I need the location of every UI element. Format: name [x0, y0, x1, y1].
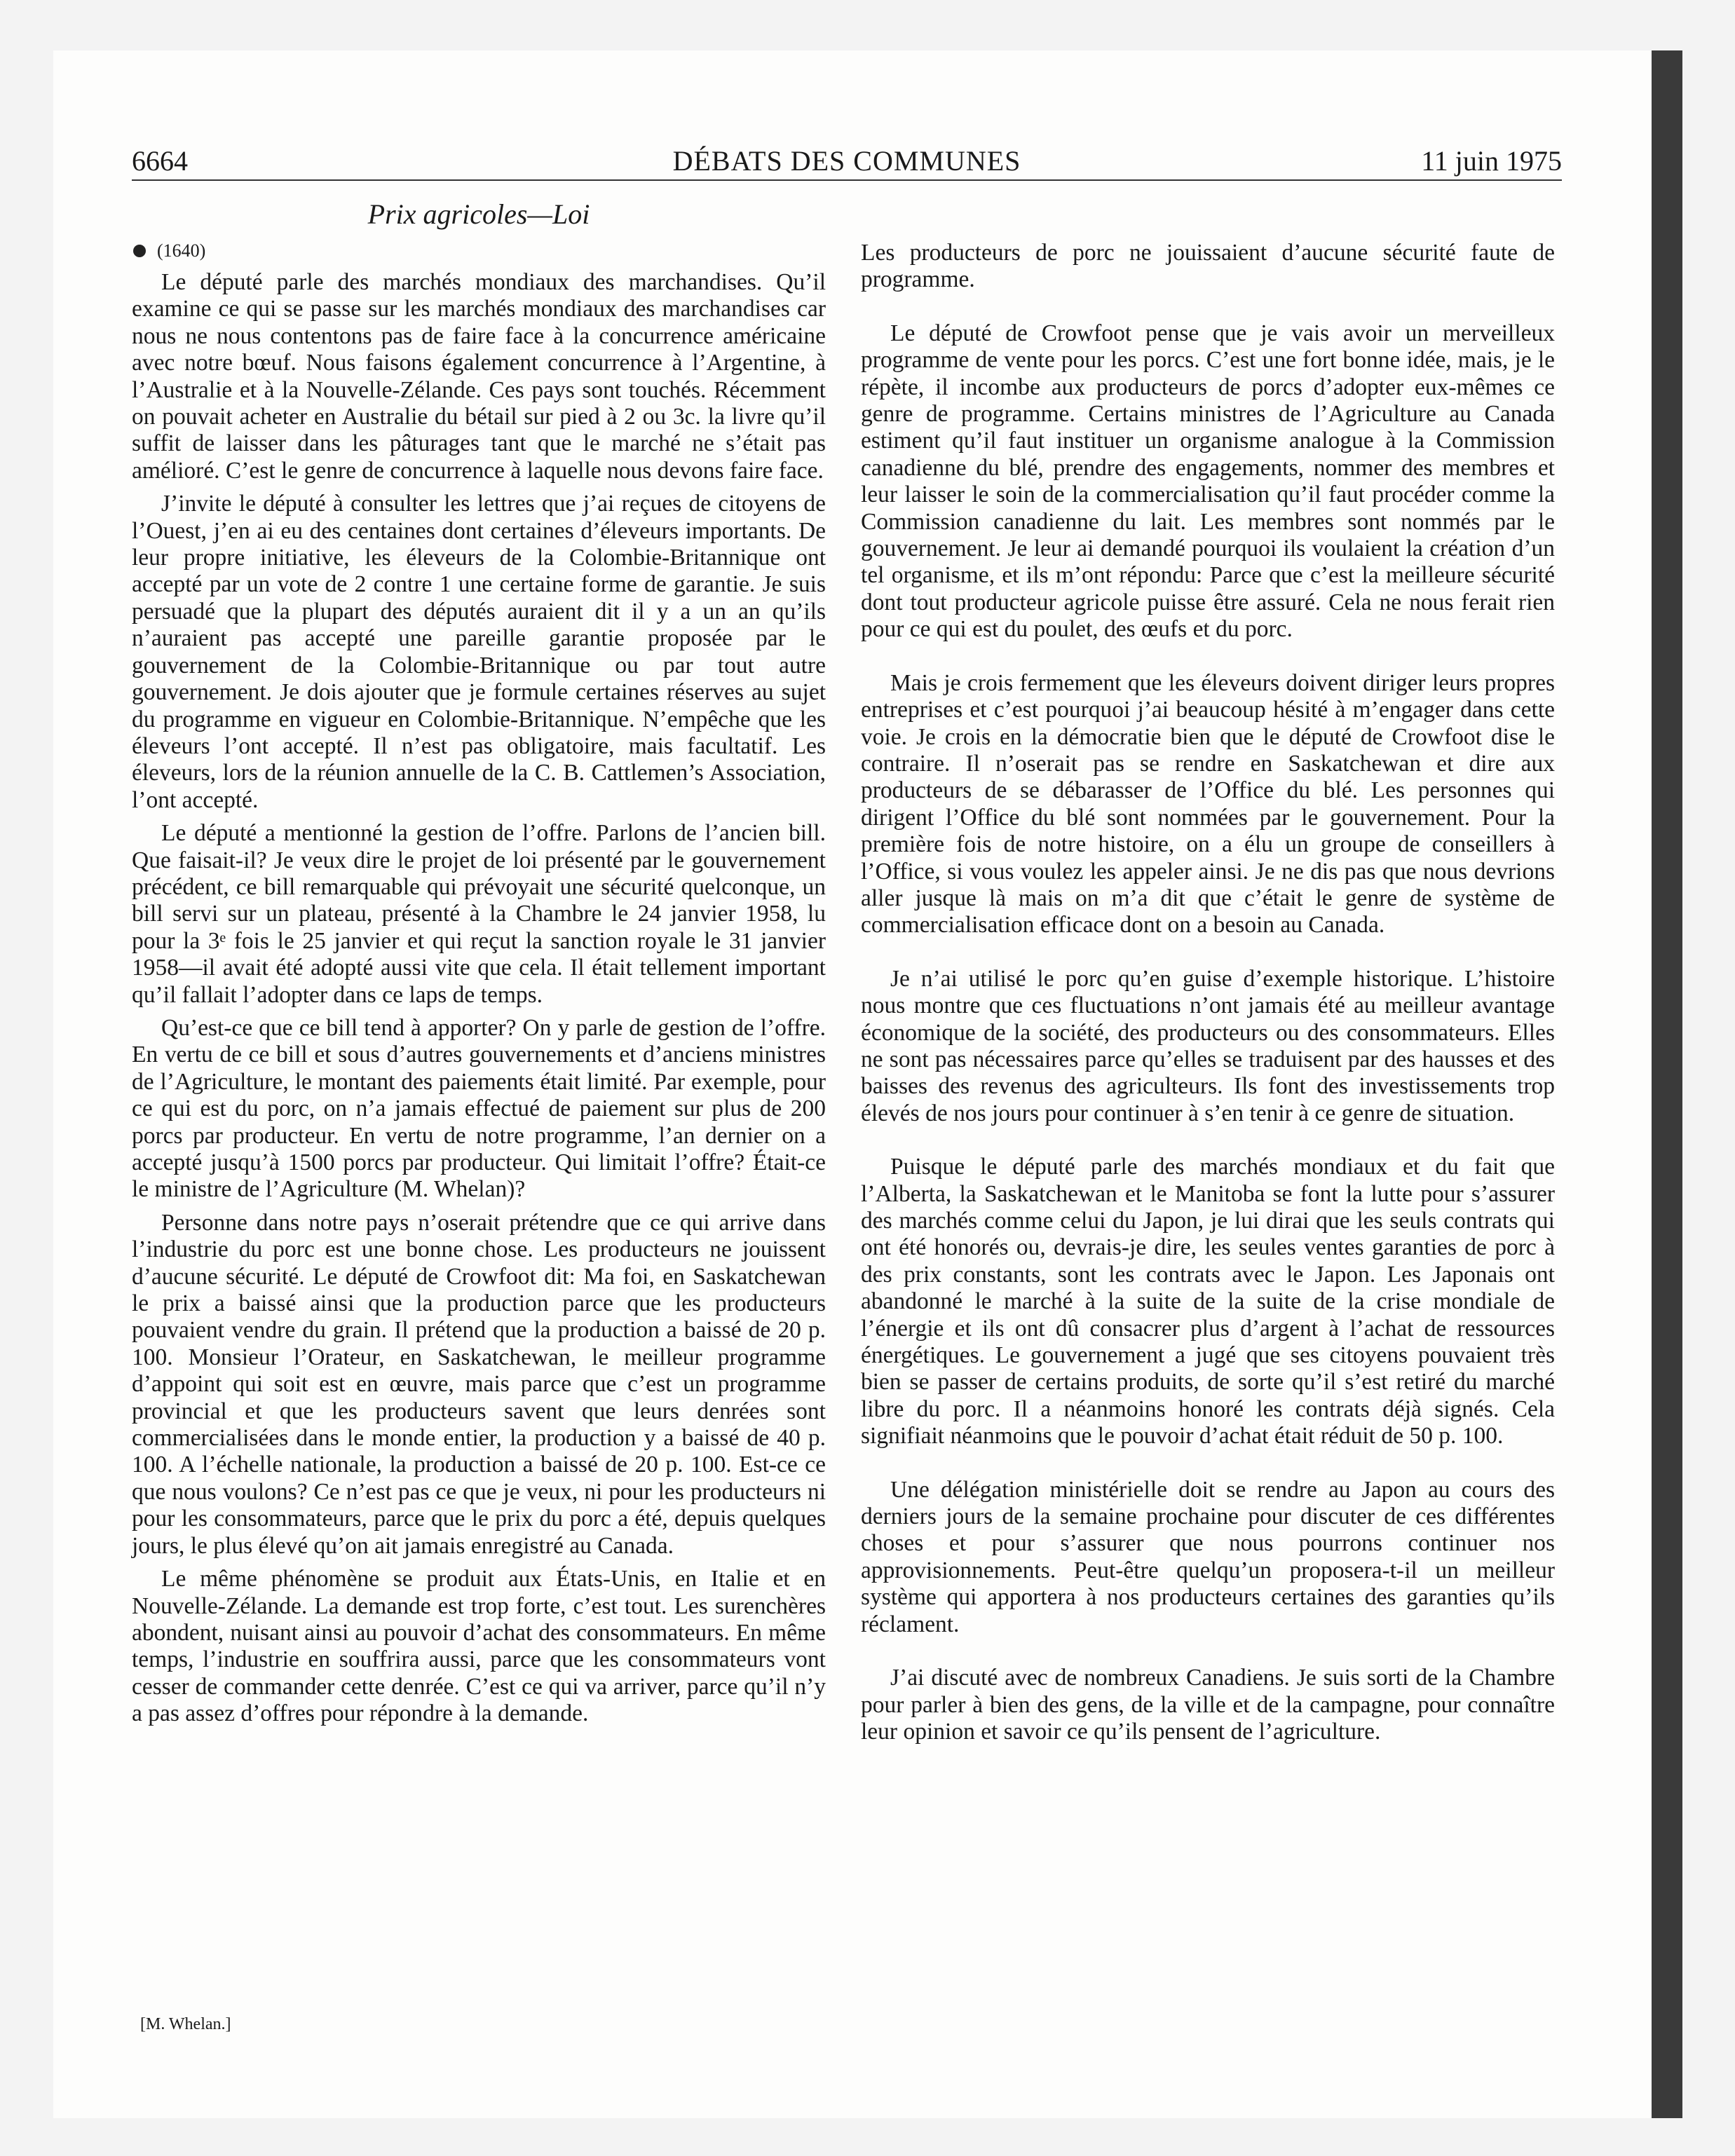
paragraph: Le député a mentionné la gestion de l’offre. Parlons de l’ancien bill. Que faisait-il? Je veux dire le projet de loi présenté par le gouvernement précédent, ce bill remarquable qui prévoyait une sécurité quelconque, un bill servi sur un plateau, présenté à la Chambre le 24 janvier 1958, lu pour la 3ᵉ fois le 25 janvier et qui reçut la sanction royale le 31 janvier 1958—il avait été adopté aussi vite que cela. Il était tellement important qu’il fallait l’adopter dans ce laps de temps.	[132, 820, 826, 1008]
paragraph: Je n’ai utilisé le porc qu’en guise d’exemple historique. L’histoire nous montre que ces fluctuations n’ont jamais été au meilleur avantage économique de la société, des producteurs ou des consommateurs. Elles ne sont pas nécessaires parce qu’elles se traduisent par des hausses et des baisses des revenus des agriculteurs. Ils font des investissements trop élevés de nos jours pour continuer à s’en tenir à ce genre de situation.	[861, 965, 1555, 1126]
paragraph: J’invite le député à consulter les lettres que j’ai reçues de citoyens de l’Ouest, j’en ai eu des centaines dont certaines d’éleveurs importants. De leur propre initiative, les éleveurs de la Colombie-Britannique ont accepté par un vote de 2 contre 1 une certaine forme de garantie. Je suis persuadé que la plupart des députés auraient dit il y a un an qu’ils n’auraient pas accepté une pareille garantie proposée par le gouvernement de la Colombie-Britannique ou par tout autre gouvernement. Je dois ajouter que je formule certaines réserves au sujet du programme en vigueur en Colombie-Britannique. N’empêche que les éleveurs l’ont accepté. Il n’est pas obligatoire, mais facultatif. Les éleveurs, lors de la réunion annuelle de la C. B. Cattlemen’s Association, l’ont accepté.	[132, 491, 826, 813]
paragraph: J’ai discuté avec de nombreux Canadiens. Je suis sorti de la Chambre pour parler à bien des gens, de la ville et de la campagne, pour connaître leur opinion et savoir ce qu’ils pensent de l’agriculture.	[861, 1665, 1555, 1745]
publication-title: DÉBATS DES COMMUNES	[672, 145, 1021, 177]
right-column	[861, 240, 1555, 1745]
paragraph: Puisque le député parle des marchés mondiaux et du fait que l’Alberta, la Saskatchewan et le Manitoba se font la lutte pour s’assurer des marchés comme celui du Japon, je lui dirai que les seuls contrats qui ont été honorés ou, devrais-je dire, les seules ventes garanties de porc à des prix constants, sont les contrats avec le Japon. Les Japonais ont abandonné le marché à la suite de la suite de la crise mondiale de l’énergie et ils ont dû consacrer plus d’argent à l’achat de ressources énergétiques. Le gouvernement a jugé que ses citoyens pouvaient très bien se passer de certains produits, de sorte qu’il s’est retiré du marché libre du porc. Il a néanmoins honoré les contrats déjà signés. Cela signifiait néanmoins que le pouvoir d’achat était réduit de 50 p. 100.	[861, 1154, 1555, 1449]
time-marker-text: (1640)	[157, 240, 206, 261]
paragraph: Le député de Crowfoot pense que je vais avoir un merveilleux programme de vente pour les porcs. C’est une fort bonne idée, mais, je le répète, il incombe aux producteurs de porcs d’adopter eux-mêmes ce genre de programme. Certains ministres de l’Agriculture au Canada estiment qu’il faut instituer un organisme analogue à la Commission canadienne du blé, prendre des engagements, nommer des membres et leur laisser le soin de la commercialisation qu’il faut procéder comme la Commission canadienne du lait. Les membres sont nommés par le gouvernement. Je leur ai demandé pourquoi ils voulaient la création d’un tel organisme, et ils m’ont répondu: Parce que c’est la meilleure sécurité dont tout producteur agricole puisse être assuré. Cela ne nous ferait rien pour ce qui est du poulet, des œufs et du porc.	[861, 320, 1555, 643]
scan-edge-shadow	[1652, 50, 1682, 2118]
issue-date: 11 juin 1975	[1421, 145, 1562, 177]
paragraph: Le député parle des marchés mondiaux des marchandises. Qu’il examine ce qui se passe sur les marchés mondiaux des marchandises car nous ne nous contentons pas de faire face à la concurrence américaine avec notre bœuf. Nous faisons également concurrence à l’Argentine, à l’Australie et à la Nouvelle-Zélande. Ces pays sont touchés. Récemment on pouvait acheter en Australie du bétail sur pied à 2 ou 3c. la livre qu’il suffit de laisser dans les pâturages tant que le marché ne s’était pas amélioré. C’est le genre de concurrence à laquelle nous devons faire face.	[132, 269, 826, 484]
speaker-tag: [M. Whelan.]	[140, 2015, 231, 2033]
paragraph: Mais je crois fermement que les éleveurs doivent diriger leurs propres entreprises et c’est pourquoi j’ai beaucoup hésité à m’engager dans cette voie. Je crois en la démocratie bien que le député de Crowfoot dise le contraire. Il n’oserait pas se rendre en Saskatchewan et dire aux producteurs de se débarasser de l’Office du blé. Les personnes qui dirigent l’Office du blé sont nommées par le gouvernement. Pour la première fois de notre histoire, on a élu un groupe de conseillers à l’Office, si vous voulez les appeler ainsi. Je ne dis pas que nous devrions aller jusque là mais on m’a dit que c’était le genre de système de commercialisation efficace dont on a besoin au Canada.	[861, 669, 1555, 939]
paragraph-continuation: Les producteurs de porc ne jouissaient d’aucune sécurité faute de programme.	[861, 240, 1555, 293]
paragraph: Une délégation ministérielle doit se rendre au Japon au cours des derniers jours de la semaine prochaine pour discuter de ces différentes choses et pour s’assurer que nous pourrons continuer nos approvisionnements. Peut-être quelqu’un proposera-t-il un meilleur système qui apportera à nos producteurs certaines des garanties qu’ils réclament.	[861, 1476, 1555, 1637]
paragraph: Le même phénomène se produit aux États-Unis, en Italie et en Nouvelle-Zélande. La demande est trop forte, c’est tout. Les surenchères abondent, nuisant ainsi au pouvoir d’achat des consommateurs. En même temps, l’industrie en souffrira aussi, parce que les consommateurs vont cesser de commander cette denrée. C’est ce qui va arriver, parce qu’il n’y a pas assez d’offres pour répondre à la demande.	[132, 1566, 826, 1727]
left-column	[132, 269, 826, 1728]
running-header	[132, 144, 1562, 181]
paragraph: Personne dans notre pays n’oserait prétendre que ce qui arrive dans l’industrie du porc est une bonne chose. Les producteurs ne jouissent d’aucune sécurité. Le député de Crowfoot dit: Ma foi, en Saskatchewan le prix a baissé ainsi que la production parce que les producteurs pouvaient vendre du grain. Il prétend que la production a baissé de 20 p. 100. Monsieur l’Orateur, en Saskatchewan, le meilleur programme d’appoint qui soit est en œuvre, mais parce que c’est un programme provincial et que les producteurs savent que leurs denrées sont commercialisées dans le monde entier, la production y a baissé de 40 p. 100. A l’échelle nationale, la production a baissé de 20 p. 100. Est-ce ce que nous voulons? Ce n’est pas ce que je veux, ni pour les producteurs ni pour les consommateurs, parce que le prix du porc a été, depuis quelques jours, le plus élevé qu’on ait jamais enregistré au Canada.	[132, 1209, 826, 1559]
section-title: Prix agricoles—Loi	[367, 198, 590, 230]
page-number: 6664	[132, 145, 188, 177]
bullet-icon	[133, 245, 146, 257]
paragraph: Qu’est-ce que ce bill tend à apporter? On y parle de gestion de l’offre. En vertu de ce bill et sous d’autres gouvernements et d’anciens ministres de l’Agriculture, le montant des paiements était limité. Par exemple, pour ce qui est du porc, on n’a jamais effectué de paiement sur plus de 200 porcs par producteur. En vertu de notre programme, l’an dernier on a accepté jusqu’à 1500 porcs par producteur. Qui limitait l’offre? Était-ce le ministre de l’Agriculture (M. Whelan)?	[132, 1014, 826, 1203]
time-marker	[133, 237, 205, 265]
